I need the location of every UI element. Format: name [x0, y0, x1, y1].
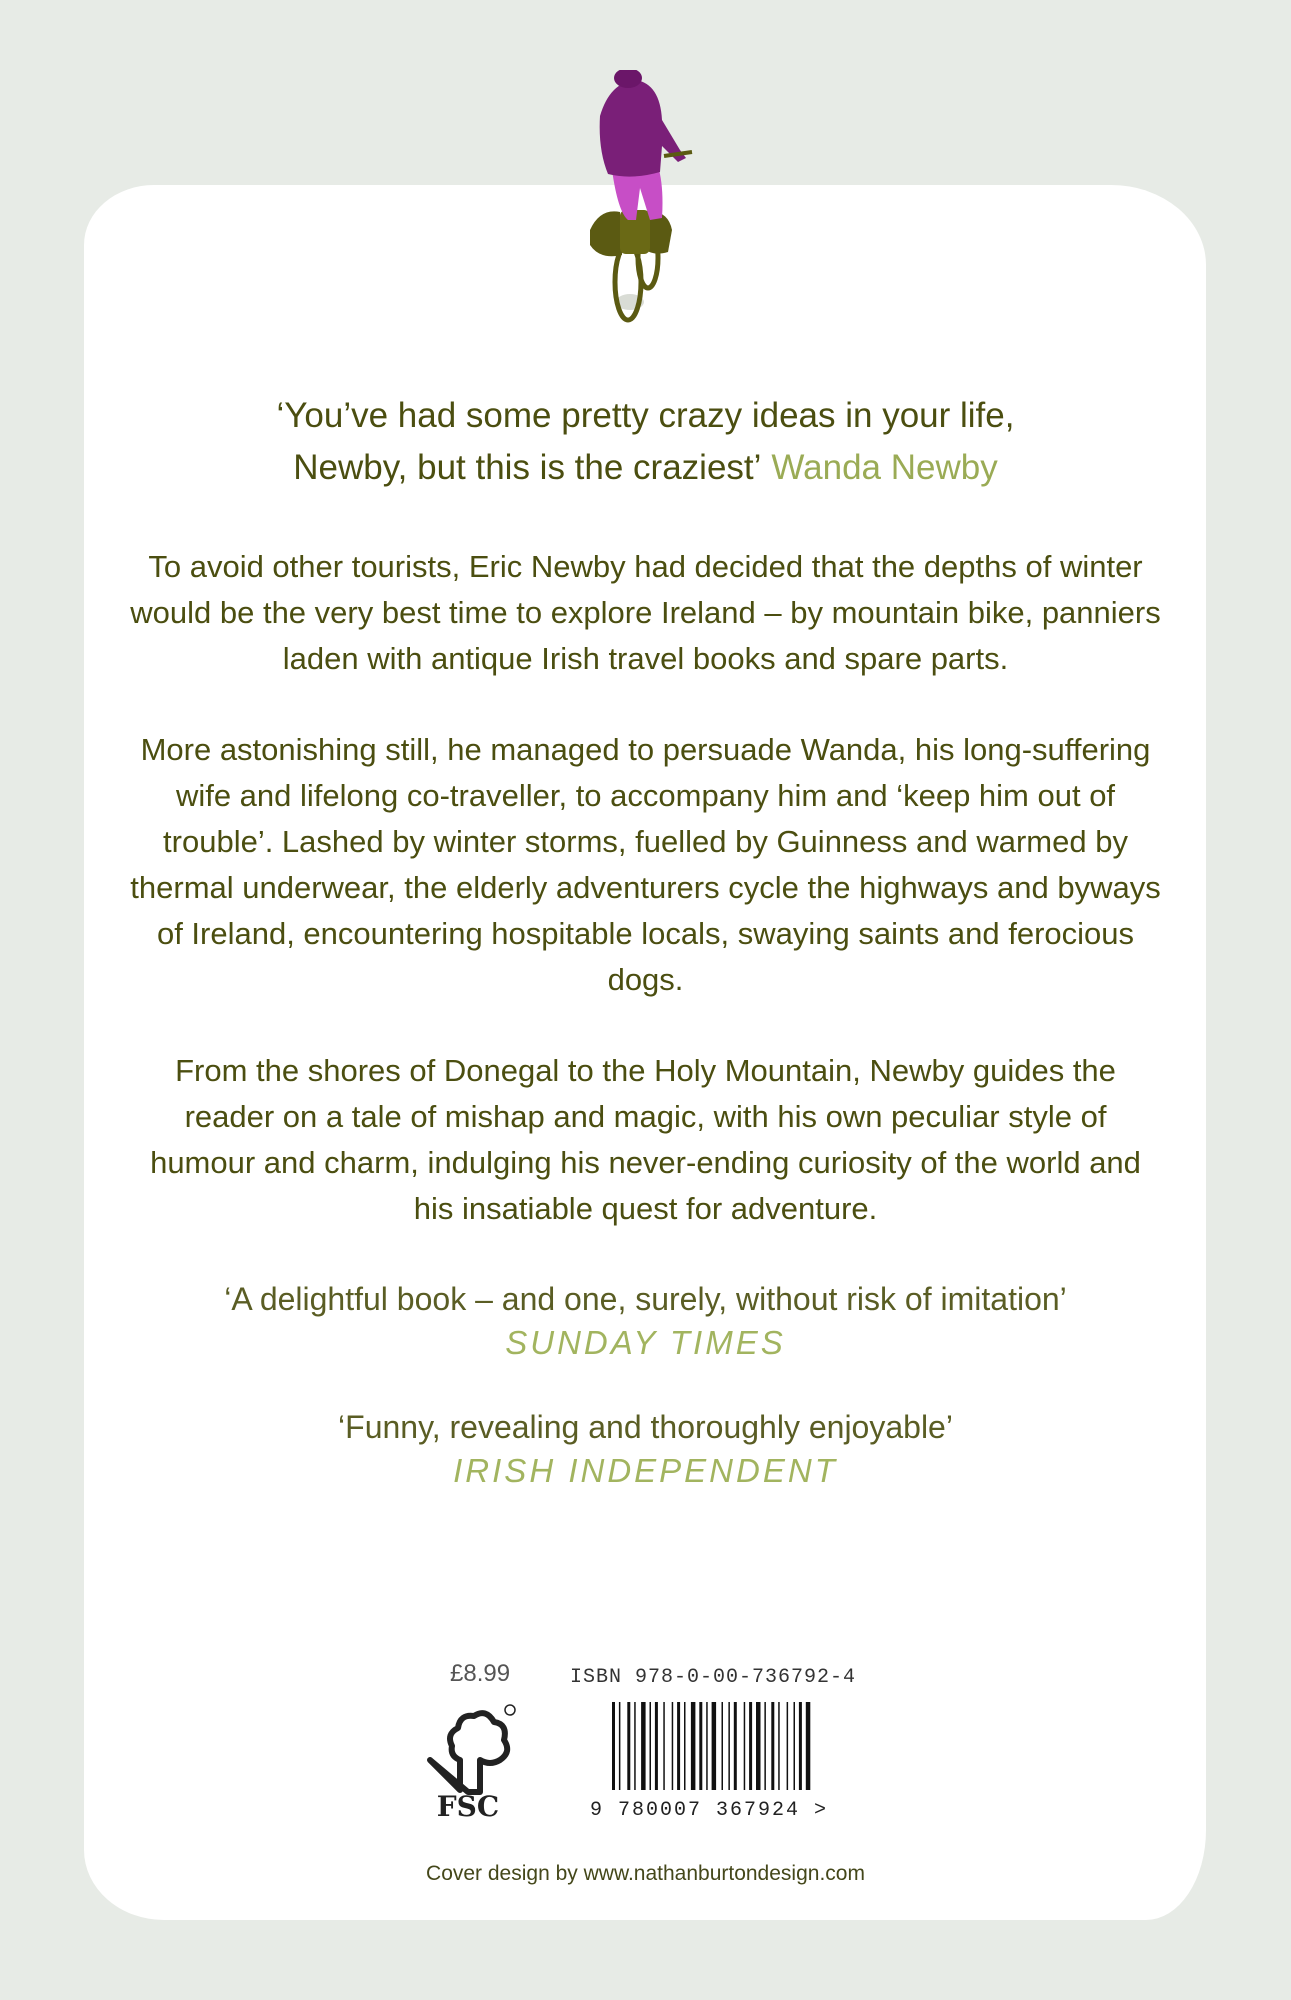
barcode-bar: [691, 1702, 696, 1790]
barcode-bar: [778, 1702, 780, 1790]
barcode: [590, 1700, 870, 1820]
quote-attribution: Wanda Newby: [771, 448, 998, 487]
blurb-paragraph: To avoid other tourists, Eric Newby had decided that the depths of winter would be the very best time to explore Ireland – by mountain bike, panniers laden with antique Irish travel books and spare parts.: [130, 549, 1161, 676]
blurb-paragraph: From the shores of Donegal to the Holy Mountain, Newby guides the reader on a tale of mishap and magic, with his own peculiar style of humour and charm, indulging his never-ending curiosity of the world and his insatiable quest for adventure.: [150, 1053, 1141, 1226]
barcode-bar: [663, 1702, 665, 1790]
barcode-bar: [655, 1702, 658, 1790]
footer-block: [420, 1660, 870, 1830]
cover-design-credit: Cover design by www.nathanburtondesign.com: [426, 1862, 865, 1885]
barcode-digits: 9 780007 367924 >: [590, 1799, 829, 1820]
quote-line-2: Newby, but this is the craziest’: [293, 448, 762, 487]
barcode-bar: [712, 1702, 717, 1790]
barcode-bar: [634, 1702, 636, 1790]
barcode-bar: [756, 1702, 761, 1790]
price-label: £8.99: [450, 1660, 511, 1687]
barcode-bar: [619, 1702, 621, 1790]
barcode-bar: [749, 1702, 752, 1790]
barcode-bars: [612, 1702, 810, 1790]
barcode-bar: [764, 1702, 766, 1790]
copyright-icon: [505, 1705, 515, 1715]
barcode-bar: [706, 1702, 708, 1790]
barcode-bar: [627, 1702, 630, 1790]
barcode-bar: [672, 1702, 674, 1790]
barcode-bar: [787, 1702, 789, 1790]
barcode-bar: [722, 1702, 724, 1790]
rider-jacket: [600, 80, 686, 177]
barcode-bar: [677, 1702, 680, 1790]
review-source: SUNDAY TIMES: [505, 1324, 786, 1361]
barcode-bar: [771, 1702, 774, 1790]
barcode-bar: [699, 1702, 702, 1790]
blurb-paragraph: More astonishing still, he managed to persuade Wanda, his long-suffering wife and lifelong co-traveller, to accompany him and ‘keep him out of trouble’. Lashed by winter storms, fuelled by Guinness and warmed by thermal underwear, the elderly adventurers cycle the highways and byways of Ireland, encountering hospitable locals, swaying saints and ferocious dogs.: [130, 732, 1161, 997]
barcode-bar: [806, 1702, 811, 1790]
review-text: ‘A delightful book – and one, surely, without risk of imitation’: [224, 1281, 1067, 1317]
review-quote: [130, 1277, 1161, 1365]
barcode-bar: [744, 1702, 746, 1790]
barcode-bar: [734, 1702, 737, 1790]
barcode-bar: [641, 1702, 646, 1790]
review-text: ‘Funny, revealing and thoroughly enjoyable’: [338, 1409, 953, 1445]
barcode-bar: [799, 1702, 802, 1790]
barcode-bar: [728, 1702, 730, 1790]
quote-line-1: ‘You’ve had some pretty crazy ideas in your life,: [276, 396, 1015, 435]
barcode-bar: [684, 1702, 686, 1790]
cyclist-illustration: [570, 70, 700, 325]
blurb-content: [130, 390, 1161, 1533]
tree-check-icon: [430, 1713, 507, 1792]
review-source: IRISH INDEPENDENT: [453, 1452, 838, 1489]
fsc-logo-icon: [420, 1700, 520, 1820]
opening-quote: [130, 390, 1161, 494]
isbn-number: ISBN 978-0-00-736792-4: [570, 1666, 857, 1689]
handlebar: [664, 152, 692, 156]
barcode-bar: [650, 1702, 652, 1790]
barcode-bar: [612, 1702, 615, 1790]
fsc-text: FSC: [436, 1790, 500, 1820]
barcode-bar: [794, 1702, 796, 1790]
pannier-left: [590, 211, 622, 256]
review-quote: [130, 1405, 1161, 1493]
